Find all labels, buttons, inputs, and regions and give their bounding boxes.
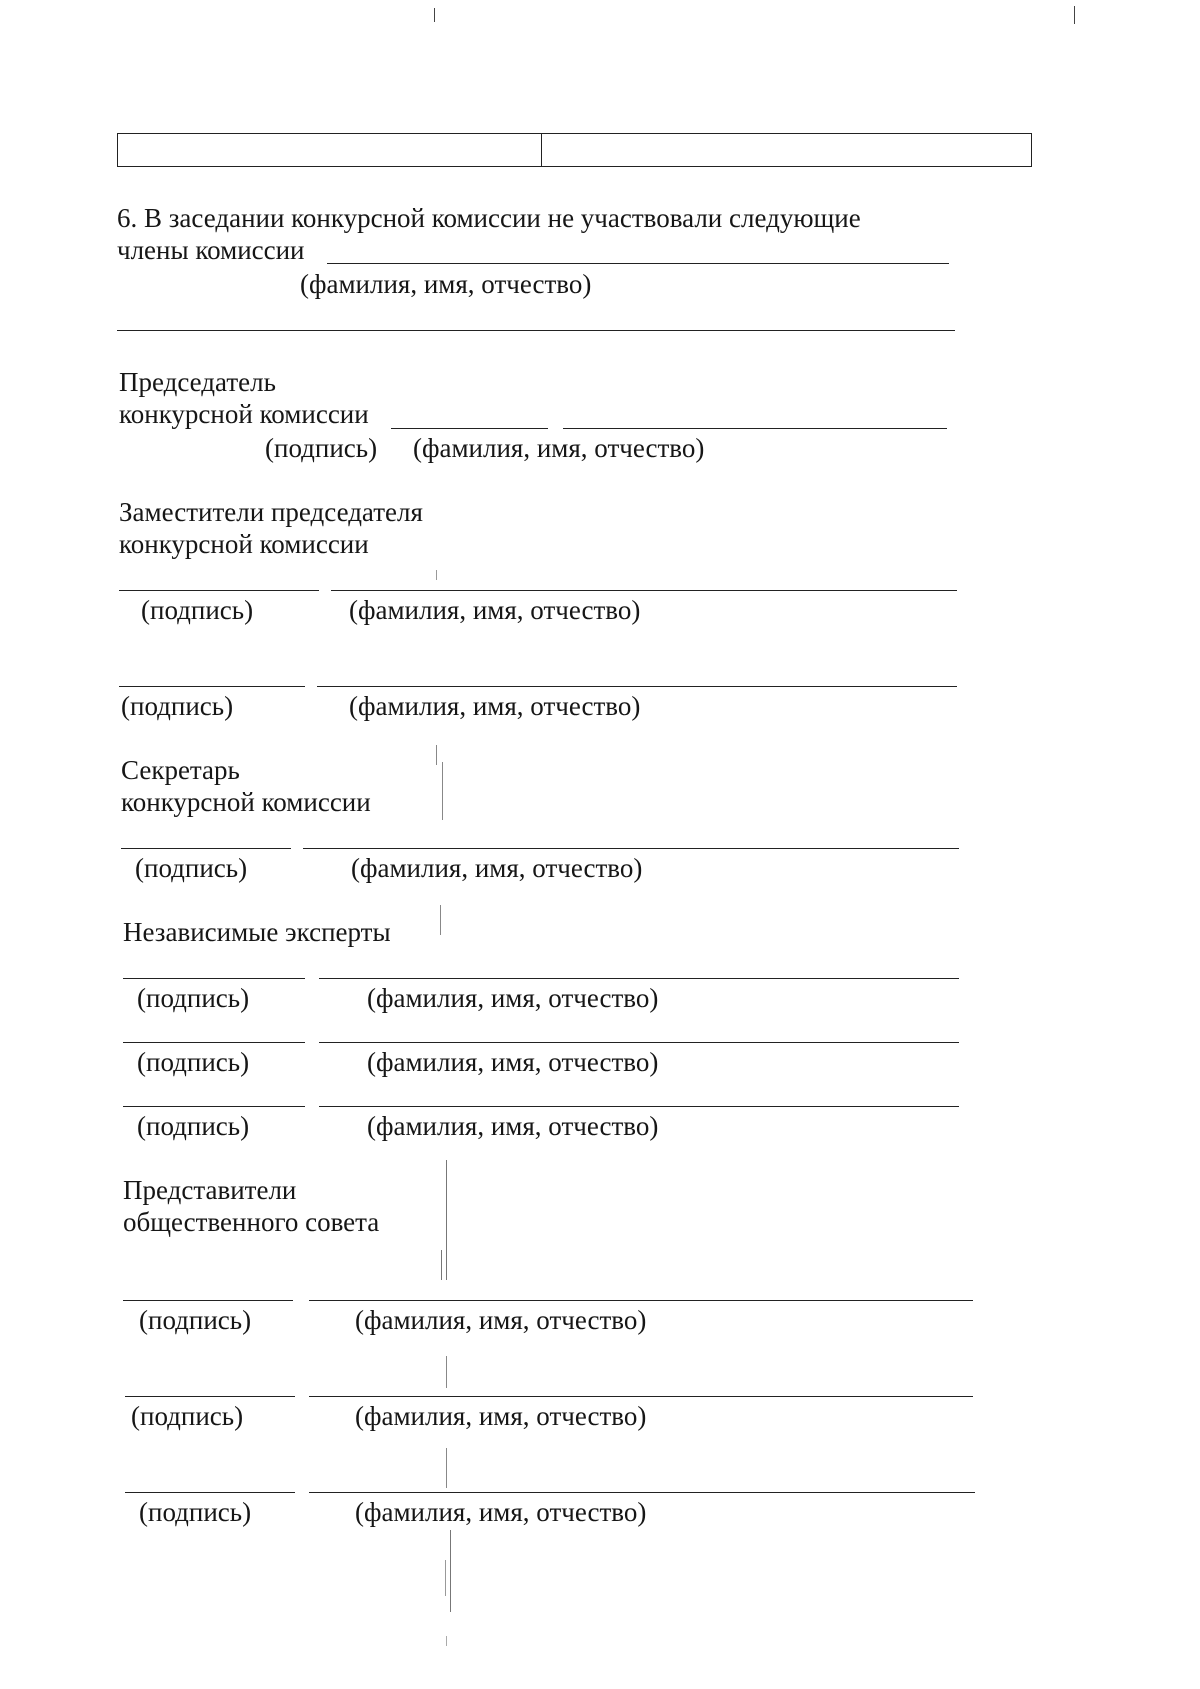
council-name-caption: (фамилия, имя, отчество) bbox=[355, 1497, 647, 1527]
secretary-title-line1: Секретарь bbox=[121, 755, 240, 785]
council-signature-field bbox=[125, 1396, 295, 1397]
deputies-title-line1: Заместители председателя bbox=[119, 497, 423, 527]
chairman-title-line2: конкурсной комиссии bbox=[119, 399, 369, 429]
expert-name-field bbox=[319, 978, 959, 979]
scan-artifact-mark bbox=[445, 1560, 446, 1596]
chairman-signature-field bbox=[391, 428, 548, 429]
deputy-signature-caption: (подпись) bbox=[141, 595, 254, 625]
deputy-name-field bbox=[331, 590, 957, 591]
deputy-signature-field bbox=[119, 590, 319, 591]
deputy-name-caption: (фамилия, имя, отчество) bbox=[349, 691, 641, 721]
secretary-title-line2: конкурсной комиссии bbox=[121, 787, 371, 817]
council-title-line2: общественного совета bbox=[123, 1207, 380, 1237]
deputy-name-caption: (фамилия, имя, отчество) bbox=[349, 595, 641, 625]
scan-artifact-mark bbox=[446, 1636, 447, 1646]
scan-artifact-mark bbox=[446, 1448, 447, 1488]
expert-name-caption: (фамилия, имя, отчество) bbox=[367, 1111, 659, 1141]
scan-artifact-mark bbox=[436, 570, 437, 580]
scan-artifact-mark bbox=[446, 1356, 447, 1388]
council-name-caption: (фамилия, имя, отчество) bbox=[355, 1305, 647, 1335]
table-fragment bbox=[117, 133, 1032, 167]
chairman-title-line1: Председатель bbox=[119, 367, 276, 397]
council-name-caption: (фамилия, имя, отчество) bbox=[355, 1401, 647, 1431]
scan-artifact-mark bbox=[440, 905, 441, 935]
secretary-signature-caption: (подпись) bbox=[135, 853, 248, 883]
scan-artifact-mark bbox=[441, 1250, 442, 1280]
section-6-text-line1: 6. В заседании конкурсной комиссии не участвовали следующие bbox=[117, 203, 861, 233]
scan-artifact-mark bbox=[434, 8, 435, 22]
chairman-name-field bbox=[563, 428, 947, 429]
absent-members-caption: (фамилия, имя, отчество) bbox=[300, 269, 592, 299]
expert-name-caption: (фамилия, имя, отчество) bbox=[367, 983, 659, 1013]
deputy-name-field bbox=[317, 686, 957, 687]
secretary-name-caption: (фамилия, имя, отчество) bbox=[351, 853, 643, 883]
scan-artifact-mark bbox=[436, 745, 437, 765]
expert-signature-caption: (подпись) bbox=[137, 1047, 250, 1077]
council-signature-field bbox=[123, 1300, 293, 1301]
secretary-name-field bbox=[303, 848, 959, 849]
absent-members-field bbox=[327, 263, 949, 264]
expert-name-caption: (фамилия, имя, отчество) bbox=[367, 1047, 659, 1077]
expert-signature-caption: (подпись) bbox=[137, 1111, 250, 1141]
expert-name-field bbox=[319, 1106, 959, 1107]
council-signature-caption: (подпись) bbox=[131, 1401, 244, 1431]
scan-artifact-mark bbox=[442, 762, 443, 820]
council-name-field bbox=[309, 1300, 973, 1301]
council-signature-caption: (подпись) bbox=[139, 1497, 252, 1527]
deputy-signature-caption: (подпись) bbox=[121, 691, 234, 721]
table-cell bbox=[118, 134, 542, 166]
scan-artifact-mark bbox=[1074, 6, 1075, 24]
council-name-field bbox=[309, 1396, 973, 1397]
deputies-title-line2: конкурсной комиссии bbox=[119, 529, 369, 559]
expert-signature-caption: (подпись) bbox=[137, 983, 250, 1013]
chairman-name-caption: (фамилия, имя, отчество) bbox=[413, 433, 705, 463]
scan-artifact-mark bbox=[450, 1530, 451, 1612]
expert-signature-field bbox=[123, 978, 305, 979]
secretary-signature-field bbox=[121, 848, 291, 849]
council-signature-field bbox=[125, 1492, 295, 1493]
council-title-line1: Представители bbox=[123, 1175, 297, 1205]
council-name-field bbox=[309, 1492, 975, 1493]
deputy-signature-field bbox=[119, 686, 305, 687]
table-cell bbox=[542, 134, 1031, 166]
scan-artifact-mark bbox=[446, 1160, 447, 1280]
council-signature-caption: (подпись) bbox=[139, 1305, 252, 1335]
section-6-text-line2: члены комиссии bbox=[117, 235, 305, 265]
absent-members-field-continued bbox=[117, 330, 955, 331]
expert-signature-field bbox=[123, 1042, 305, 1043]
expert-name-field bbox=[319, 1042, 959, 1043]
expert-signature-field bbox=[123, 1106, 305, 1107]
chairman-signature-caption: (подпись) bbox=[265, 433, 378, 463]
experts-title: Независимые эксперты bbox=[123, 917, 391, 947]
